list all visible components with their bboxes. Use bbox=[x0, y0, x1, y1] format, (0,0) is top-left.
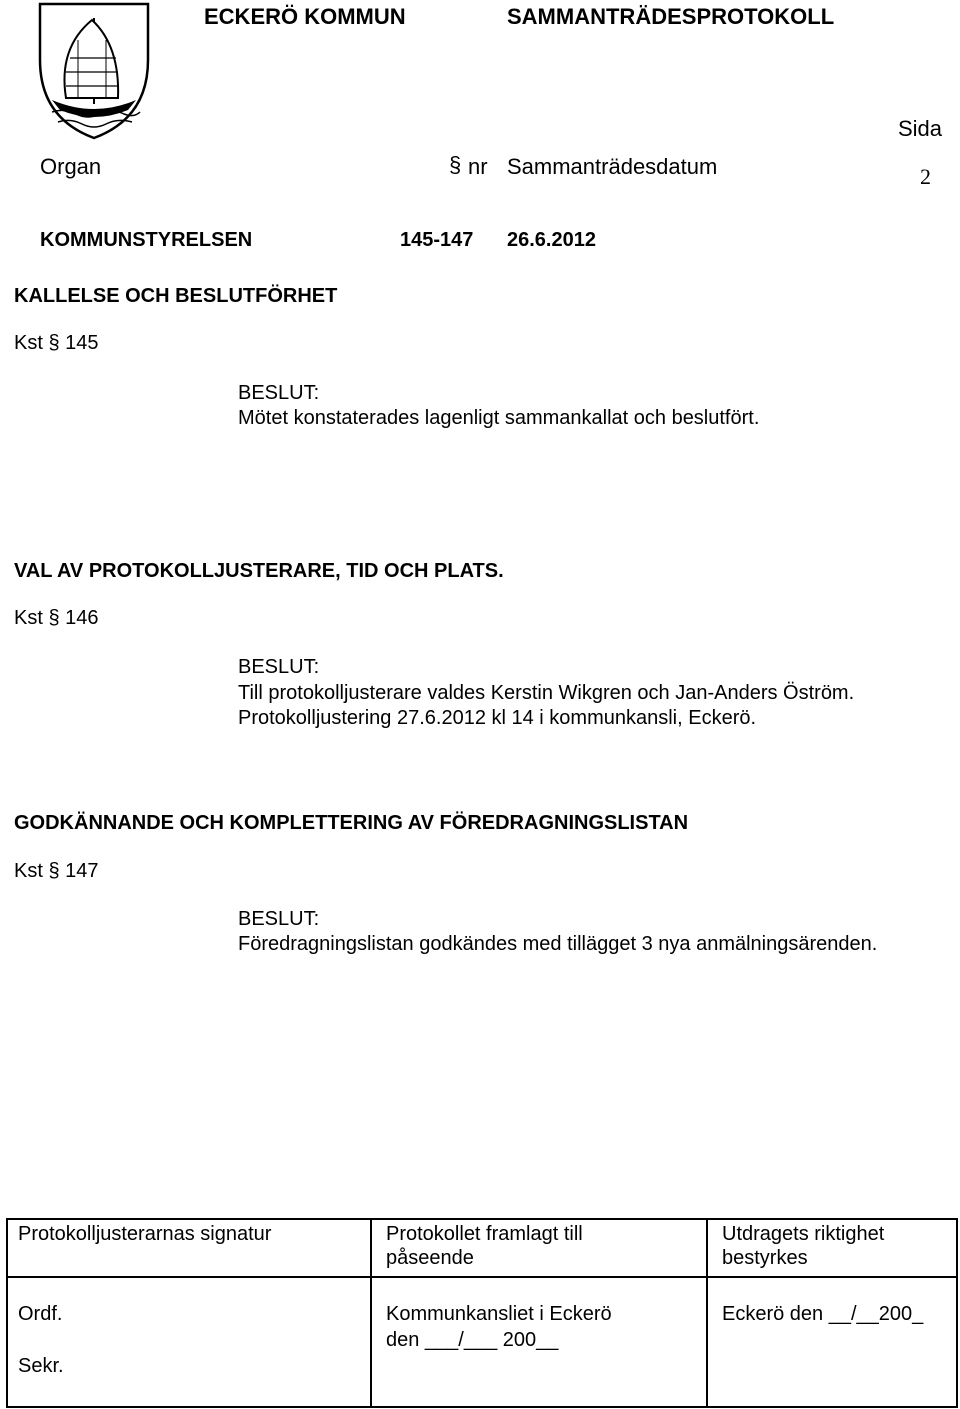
signature-table bbox=[6, 1218, 958, 1408]
paragraph-icon: § bbox=[48, 332, 60, 354]
section-title: VAL AV PROTOKOLLJUSTERARE, TID OCH PLATS. bbox=[14, 560, 504, 582]
kst-prefix: Kst bbox=[14, 860, 43, 882]
nr-label: nr bbox=[468, 154, 488, 179]
posting-date-blank: den ___/___ 200__ bbox=[386, 1329, 559, 1351]
secretary-signature-label: Sekr. bbox=[18, 1355, 64, 1377]
beslut-label: BESLUT: bbox=[238, 656, 320, 678]
beslut-text: Föredragningslistan godkändes med tillägget 3 nya anmälningsärenden. bbox=[238, 933, 878, 955]
organ-value: KOMMUNSTYRELSEN bbox=[40, 229, 253, 251]
signature-column bbox=[8, 1220, 372, 1406]
meeting-date-value: 26.6.2012 bbox=[507, 229, 596, 251]
kst-prefix: Kst bbox=[14, 607, 43, 629]
section-title: GODKÄNNANDE OCH KOMPLETTERING AV FÖREDRAGNINGSLISTAN bbox=[14, 812, 689, 834]
coat-of-arms-logo bbox=[0, 0, 150, 140]
paragraph-icon: § bbox=[48, 860, 60, 882]
municipality-name: ECKERÖ KOMMUN bbox=[204, 4, 406, 29]
document-type-title: SAMMANTRÄDESPROTOKOLL bbox=[507, 4, 835, 29]
section-title: KALLELSE OCH BESLUTFÖRHET bbox=[14, 285, 338, 307]
paragraph-icon: § bbox=[449, 152, 462, 177]
paragraph-icon: § bbox=[48, 607, 60, 629]
beslut-label: BESLUT: bbox=[238, 382, 320, 404]
posting-place: Kommunkansliet i Eckerö bbox=[386, 1303, 612, 1325]
kst-paragraph bbox=[14, 607, 99, 630]
row-divider bbox=[8, 1276, 956, 1278]
beslut-label: BESLUT: bbox=[238, 908, 320, 930]
certification-column bbox=[708, 1220, 956, 1406]
organ-label: Organ bbox=[40, 154, 102, 179]
chair-signature-label: Ordf. bbox=[18, 1303, 63, 1325]
beslut-text: Protokolljustering 27.6.2012 kl 14 i kommunkansli, Eckerö. bbox=[238, 707, 757, 729]
meeting-date-label: Sammanträdesdatum bbox=[507, 154, 718, 179]
page-number: 2 bbox=[920, 164, 931, 189]
beslut-text: Till protokolljusterare valdes Kerstin Wikgren och Jan-Anders Öström. bbox=[238, 682, 855, 704]
beslut-text: Mötet konstaterades lagenligt sammankallat och beslutfört. bbox=[238, 407, 760, 429]
paragraph-range-value: 145-147 bbox=[400, 229, 474, 251]
certification-date-blank: Eckerö den __/__200_ bbox=[722, 1303, 924, 1325]
kst-prefix: Kst bbox=[14, 332, 43, 354]
column-header: Utdragets riktighet bestyrkes bbox=[722, 1223, 885, 1269]
posting-column bbox=[372, 1220, 708, 1406]
kst-paragraph bbox=[14, 860, 99, 883]
page-label: Sida bbox=[898, 116, 943, 141]
kst-number: 146 bbox=[65, 607, 99, 629]
kst-number: 147 bbox=[65, 860, 99, 882]
kst-number: 145 bbox=[65, 332, 99, 354]
column-header: Protokollet framlagt till påseende bbox=[386, 1223, 583, 1269]
kst-paragraph bbox=[14, 332, 99, 355]
column-header: Protokolljusterarnas signatur bbox=[18, 1223, 272, 1245]
